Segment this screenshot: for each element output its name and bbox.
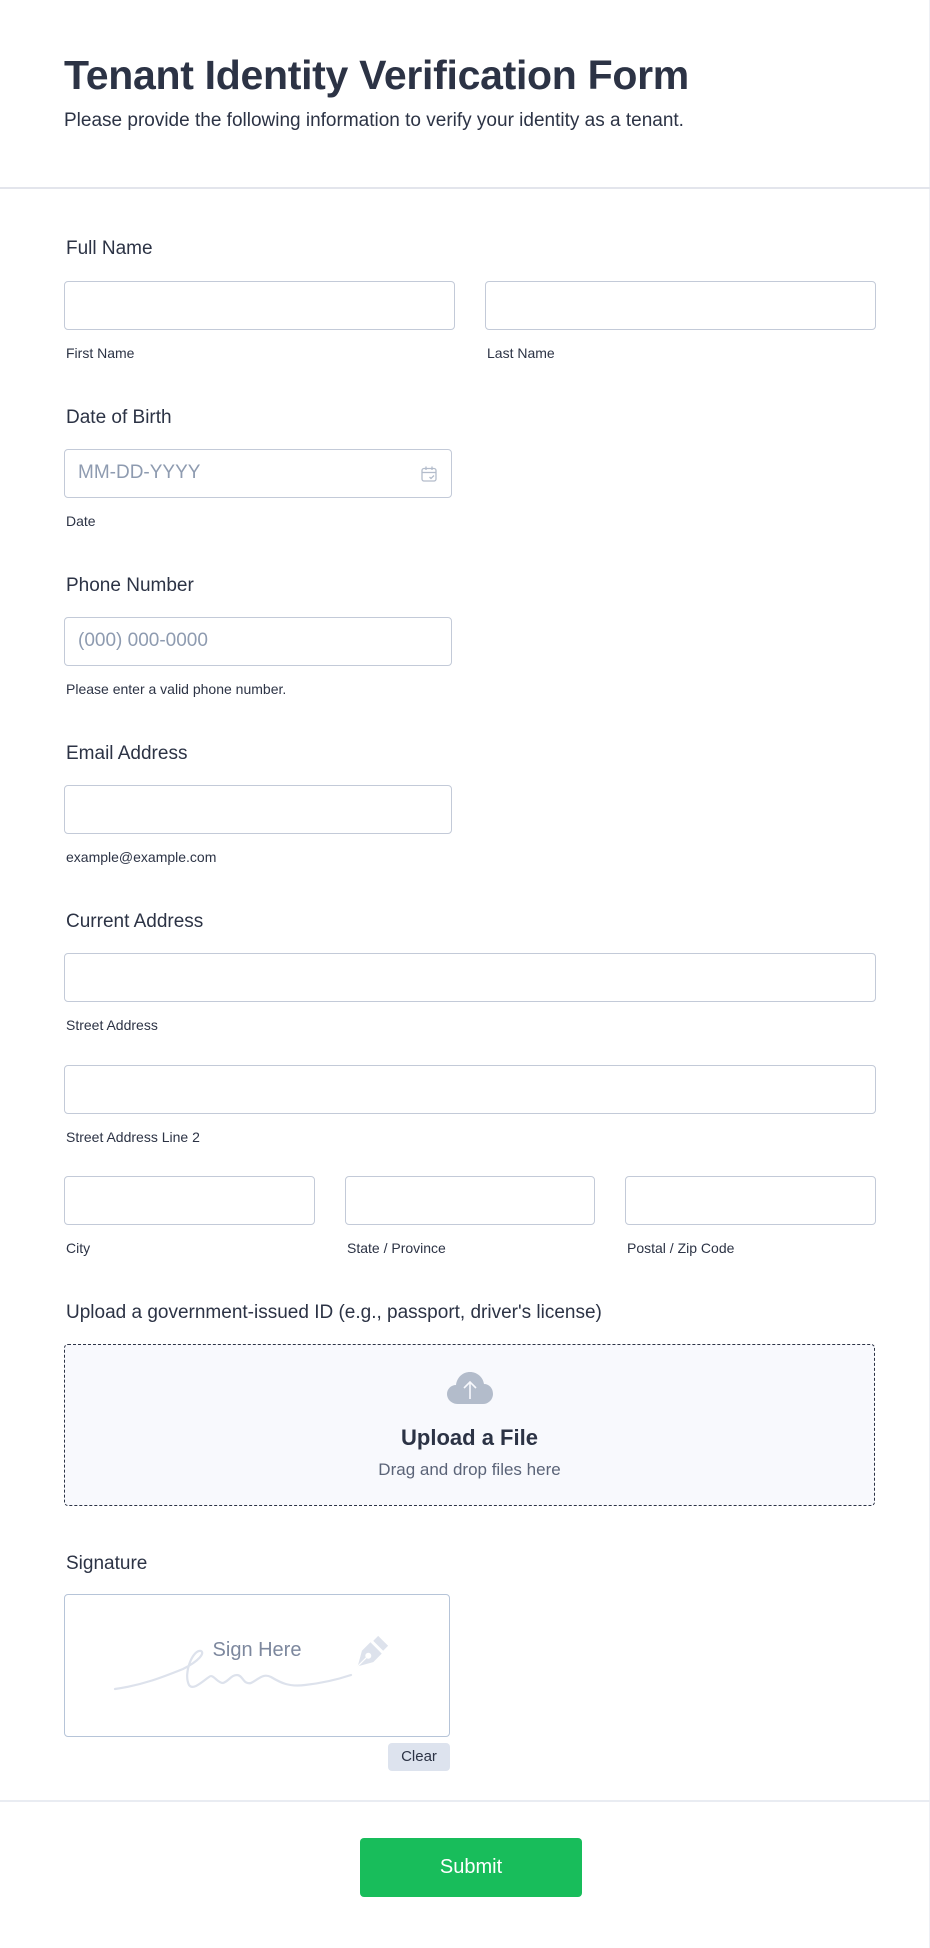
city-sublabel: City	[66, 1240, 91, 1256]
dob-sublabel: Date	[66, 513, 96, 529]
sign-here-placeholder: Sign Here	[212, 1639, 302, 1661]
zip-sublabel: Postal / Zip Code	[627, 1240, 735, 1256]
street-address-line2-sublabel: Street Address Line 2	[66, 1129, 200, 1145]
last-name-input[interactable]	[485, 281, 876, 330]
full-name-label: Full Name	[66, 238, 153, 259]
page-subtitle: Please provide the following information to verify your identity as a tenant.	[64, 110, 684, 131]
upload-subtitle: Drag and drop files here	[378, 1460, 561, 1479]
phone-placeholder: (000) 000-0000	[78, 630, 208, 651]
cloud-upload-icon	[446, 1371, 494, 1405]
email-sublabel: example@example.com	[66, 849, 217, 865]
zip-input[interactable]	[625, 1176, 876, 1225]
upload-label: Upload a government-issued ID (e.g., passport, driver's license)	[66, 1302, 602, 1323]
street-address-input[interactable]	[64, 953, 876, 1002]
upload-title: Upload a File	[401, 1425, 538, 1450]
phone-label: Phone Number	[66, 575, 194, 596]
submit-button[interactable]: Submit	[360, 1838, 582, 1897]
first-name-sublabel: First Name	[66, 345, 135, 361]
file-upload-dropzone[interactable]	[64, 1344, 875, 1506]
dob-label: Date of Birth	[66, 407, 172, 428]
form-header	[0, 0, 930, 189]
calendar-icon[interactable]	[420, 465, 438, 483]
dob-placeholder: MM-DD-YYYY	[78, 462, 201, 483]
signature-label: Signature	[66, 1553, 148, 1574]
street-address-line2-input[interactable]	[64, 1065, 876, 1114]
last-name-sublabel: Last Name	[487, 345, 555, 361]
email-label: Email Address	[66, 743, 188, 764]
footer-divider	[0, 1800, 930, 1802]
phone-input[interactable]	[64, 617, 452, 666]
state-input[interactable]	[345, 1176, 595, 1225]
page-title: Tenant Identity Verification Form	[64, 52, 689, 98]
signature-pad[interactable]	[64, 1594, 450, 1737]
dob-input[interactable]	[64, 449, 452, 498]
address-label: Current Address	[66, 911, 204, 932]
first-name-input[interactable]	[64, 281, 455, 330]
state-sublabel: State / Province	[347, 1240, 446, 1256]
street-address-sublabel: Street Address	[66, 1017, 158, 1033]
clear-signature-button[interactable]: Clear	[388, 1743, 450, 1771]
phone-sublabel: Please enter a valid phone number.	[66, 681, 287, 697]
email-input[interactable]	[64, 785, 452, 834]
city-input[interactable]	[64, 1176, 315, 1225]
